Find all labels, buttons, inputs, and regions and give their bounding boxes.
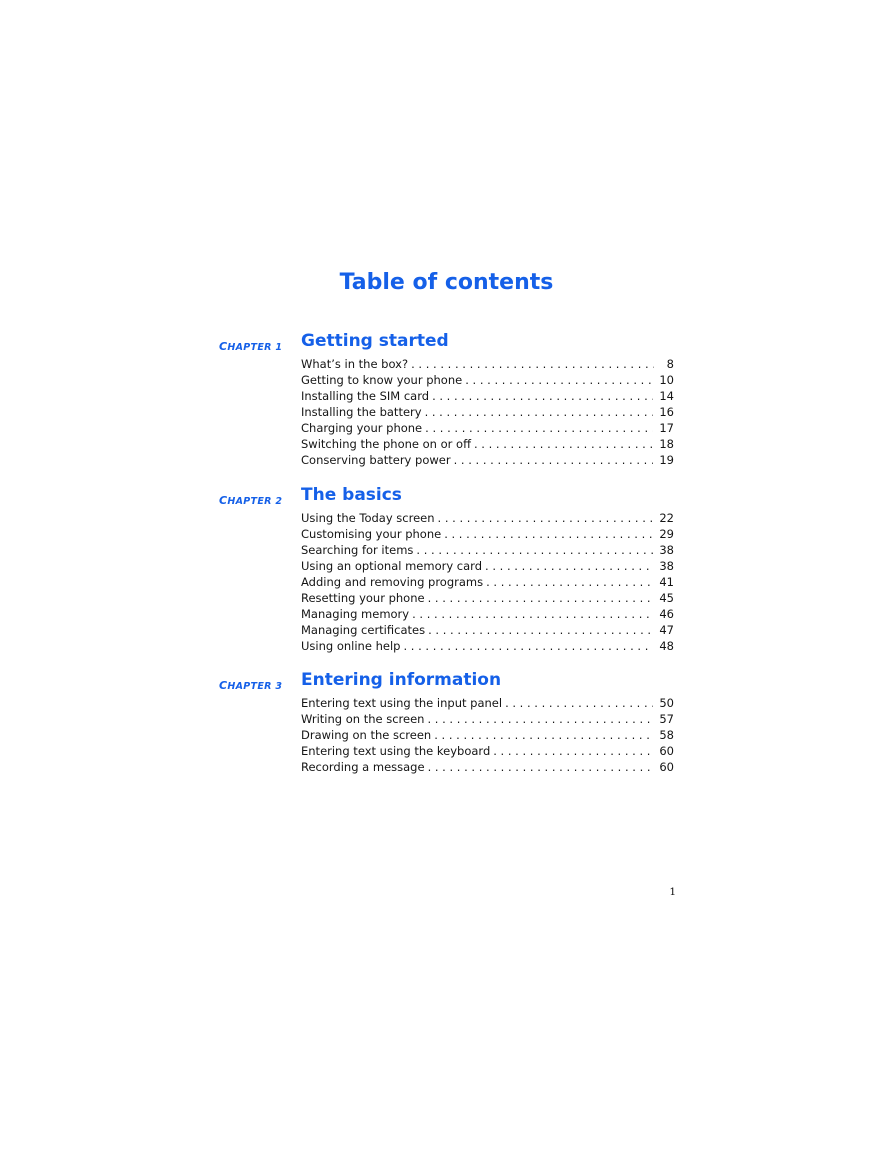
chapter-tag-word bbox=[219, 496, 272, 507]
toc-entry-page[interactable]: 38 bbox=[659, 543, 674, 557]
toc-entry-page[interactable]: 17 bbox=[659, 421, 674, 435]
toc-entry[interactable] bbox=[301, 526, 674, 542]
toc-entry-page[interactable]: 14 bbox=[659, 389, 674, 403]
toc-entry-label[interactable]: Installing the battery bbox=[301, 405, 422, 419]
toc-entry-label[interactable]: Adding and removing programs bbox=[301, 575, 484, 589]
toc-entry[interactable] bbox=[301, 727, 674, 743]
dot-leader bbox=[444, 526, 653, 542]
dot-leader bbox=[438, 510, 654, 526]
toc-entry-label[interactable]: Writing on the screen bbox=[301, 712, 425, 726]
toc-entry-page[interactable]: 8 bbox=[666, 357, 674, 371]
toc-entry-page[interactable]: 50 bbox=[659, 696, 674, 710]
dot-leader bbox=[493, 743, 653, 759]
toc-entry-page[interactable]: 16 bbox=[659, 405, 674, 419]
toc-entry-label[interactable]: Entering text using the input panel bbox=[301, 696, 503, 710]
chapter-tag-initial: C bbox=[219, 340, 228, 353]
dot-leader bbox=[474, 436, 653, 452]
toc-entry[interactable] bbox=[301, 404, 674, 420]
dot-leader bbox=[485, 558, 653, 574]
dot-leader bbox=[434, 727, 653, 743]
dot-leader bbox=[411, 356, 654, 372]
toc-entry-label[interactable]: Managing certificates bbox=[301, 623, 426, 637]
toc-entry-label[interactable]: Using an optional memory card bbox=[301, 559, 483, 573]
toc-entry-label[interactable]: Resetting your phone bbox=[301, 591, 425, 605]
toc-entry-label[interactable]: Recording a message bbox=[301, 760, 425, 774]
toc-entry-label[interactable]: Switching the phone on or off bbox=[301, 437, 471, 451]
dot-leader bbox=[427, 711, 653, 727]
chapter-2-entries bbox=[301, 510, 674, 654]
toc-entry-page[interactable]: 60 bbox=[659, 760, 674, 774]
toc-entry-page[interactable]: 22 bbox=[659, 511, 674, 525]
toc-entry-page[interactable]: 10 bbox=[659, 373, 674, 387]
toc-entry-page[interactable]: 58 bbox=[659, 728, 674, 742]
chapter-tag-number: 2 bbox=[275, 496, 283, 507]
dot-leader bbox=[425, 404, 654, 420]
toc-entry-page[interactable]: 29 bbox=[659, 527, 674, 541]
toc-entry[interactable] bbox=[301, 590, 674, 606]
dot-leader bbox=[432, 388, 653, 404]
chapter-tag-number: 3 bbox=[275, 681, 283, 692]
chapter-tag-word bbox=[219, 681, 272, 692]
toc-entry-label[interactable]: Entering text using the keyboard bbox=[301, 744, 491, 758]
chapter-1-tag bbox=[219, 340, 282, 353]
chapter-tag-rest: HAPTER bbox=[227, 496, 272, 507]
dot-leader bbox=[486, 574, 653, 590]
dot-leader bbox=[403, 638, 653, 654]
toc-entry-label[interactable]: Using online help bbox=[301, 639, 401, 653]
toc-entry-label[interactable]: Customising your phone bbox=[301, 527, 442, 541]
dot-leader bbox=[505, 695, 653, 711]
toc-entry-page[interactable]: 46 bbox=[659, 607, 674, 621]
chapter-2-heading: The basics bbox=[301, 485, 402, 505]
toc-entry[interactable] bbox=[301, 638, 674, 654]
toc-entry-label[interactable]: Searching for items bbox=[301, 543, 414, 557]
toc-entry-label[interactable]: Using the Today screen bbox=[301, 511, 435, 525]
chapter-1-heading: Getting started bbox=[301, 331, 449, 351]
toc-entry[interactable] bbox=[301, 606, 674, 622]
chapter-3-entries bbox=[301, 695, 674, 775]
dot-leader bbox=[454, 452, 654, 468]
toc-entry[interactable] bbox=[301, 452, 674, 468]
dot-leader bbox=[416, 542, 653, 558]
chapter-3-tag bbox=[219, 679, 282, 692]
toc-entry[interactable] bbox=[301, 510, 674, 526]
chapter-tag-initial: C bbox=[219, 494, 228, 507]
chapter-2-tag bbox=[219, 494, 282, 507]
toc-entry-page[interactable]: 18 bbox=[659, 437, 674, 451]
toc-entry[interactable] bbox=[301, 558, 674, 574]
toc-entry[interactable] bbox=[301, 372, 674, 388]
toc-entry-label[interactable]: Conserving battery power bbox=[301, 453, 451, 467]
toc-entry-page[interactable]: 19 bbox=[659, 453, 674, 467]
toc-entry[interactable] bbox=[301, 622, 674, 638]
dot-leader bbox=[465, 372, 653, 388]
toc-entry-page[interactable]: 38 bbox=[659, 559, 674, 573]
toc-entry-page[interactable]: 48 bbox=[659, 639, 674, 653]
toc-entry-page[interactable]: 60 bbox=[659, 744, 674, 758]
dot-leader bbox=[428, 759, 654, 775]
toc-entry-page[interactable]: 47 bbox=[659, 623, 674, 637]
chapter-tag-rest: HAPTER bbox=[227, 681, 272, 692]
chapter-tag-rest: HAPTER bbox=[227, 342, 272, 353]
toc-entry-label[interactable]: Managing memory bbox=[301, 607, 410, 621]
chapter-tag-number: 1 bbox=[275, 342, 283, 353]
toc-entry-label[interactable]: What’s in the box? bbox=[301, 357, 409, 371]
page-title: Table of contents bbox=[339, 270, 554, 295]
page-number: 1 bbox=[669, 886, 676, 898]
toc-entry[interactable] bbox=[301, 542, 674, 558]
toc-entry[interactable] bbox=[301, 711, 674, 727]
toc-entry-page[interactable]: 57 bbox=[659, 712, 674, 726]
dot-leader bbox=[425, 420, 653, 436]
toc-entry-page[interactable]: 45 bbox=[659, 591, 674, 605]
toc-entry[interactable] bbox=[301, 356, 674, 372]
toc-entry-label[interactable]: Drawing on the screen bbox=[301, 728, 432, 742]
toc-entry[interactable] bbox=[301, 388, 674, 404]
toc-entry[interactable] bbox=[301, 743, 674, 759]
toc-entry[interactable] bbox=[301, 420, 674, 436]
toc-entry-label[interactable]: Charging your phone bbox=[301, 421, 423, 435]
dot-leader bbox=[428, 622, 653, 638]
toc-entry[interactable] bbox=[301, 574, 674, 590]
toc-entry[interactable] bbox=[301, 436, 674, 452]
toc-entry-label[interactable]: Installing the SIM card bbox=[301, 389, 430, 403]
toc-entry-page[interactable]: 41 bbox=[659, 575, 674, 589]
chapter-1-entries bbox=[301, 356, 674, 468]
chapter-tag-word bbox=[219, 342, 272, 353]
dot-leader bbox=[428, 590, 654, 606]
chapter-3-heading: Entering information bbox=[301, 670, 502, 690]
toc-entry[interactable] bbox=[301, 759, 674, 775]
dot-leader bbox=[412, 606, 653, 622]
toc-entry[interactable] bbox=[301, 695, 674, 711]
toc-entry-label[interactable]: Getting to know your phone bbox=[301, 373, 463, 387]
chapter-tag-initial: C bbox=[219, 679, 228, 692]
